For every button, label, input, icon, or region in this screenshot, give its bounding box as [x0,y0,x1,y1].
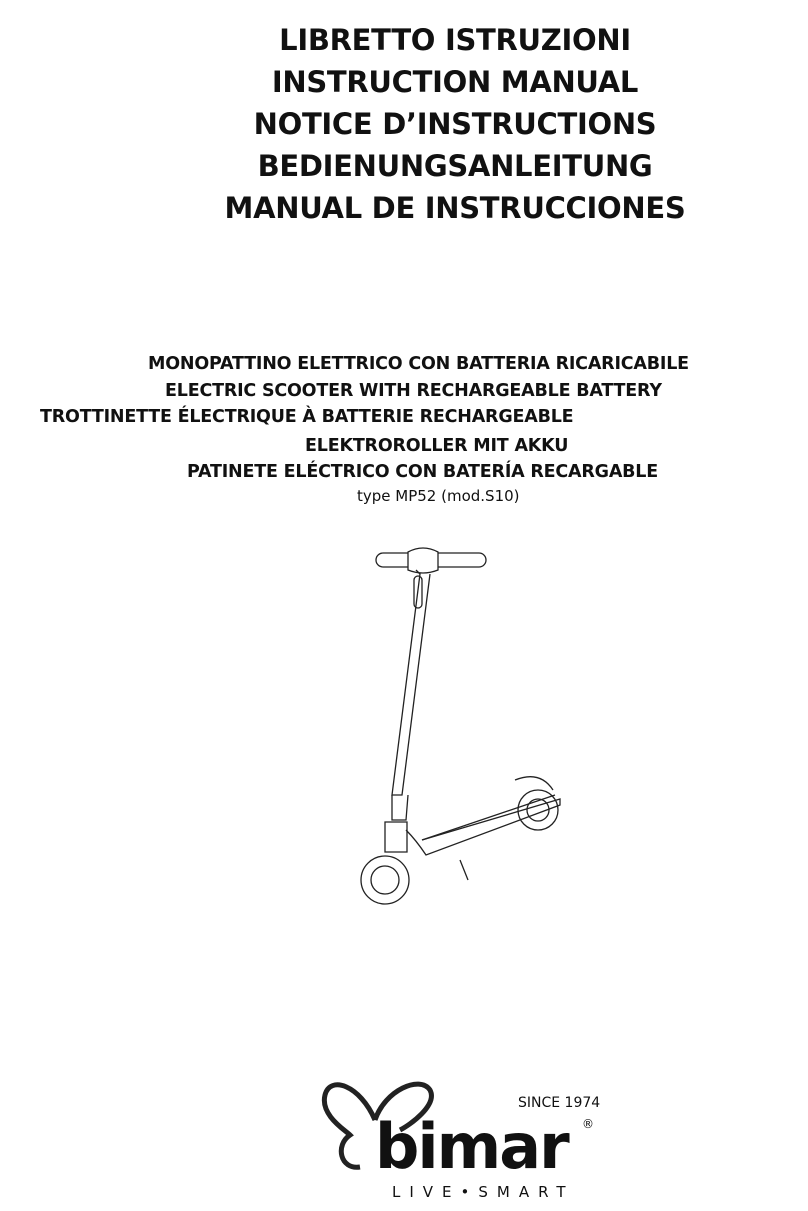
type-line: type MP52 (mod.S10) [357,487,520,505]
title-it: LIBRETTO ISTRUZIONI [279,23,631,57]
logo-tagline: LIVE•SMART [392,1183,575,1201]
bimar-logo [320,1075,620,1205]
logo-registered: ® [582,1117,594,1131]
subtitle-de: ELEKTROROLLER MIT AKKU [305,436,569,456]
logo-brand: bimar [375,1110,568,1183]
title-es: MANUAL DE INSTRUCCIONES [224,191,686,225]
title-de: BEDIENUNGSANLEITUNG [257,149,653,183]
scooter-illustration [340,540,580,910]
subtitle-en: ELECTRIC SCOOTER WITH RECHARGEABLE BATTERY [165,381,662,401]
logo-since: SINCE 1974 [518,1095,601,1111]
subtitle-fr: TROTTINETTE ÉLECTRIQUE À BATTERIE RECHARGEABLE [40,407,574,427]
subtitle-es: PATINETE ELÉCTRICO CON BATERÍA RECARGABLE [187,462,659,482]
subtitle-it: MONOPATTINO ELETTRICO CON BATTERIA RICARICABILE [148,354,689,374]
title-fr: NOTICE D’INSTRUCTIONS [253,107,657,141]
title-en: INSTRUCTION MANUAL [271,65,639,99]
